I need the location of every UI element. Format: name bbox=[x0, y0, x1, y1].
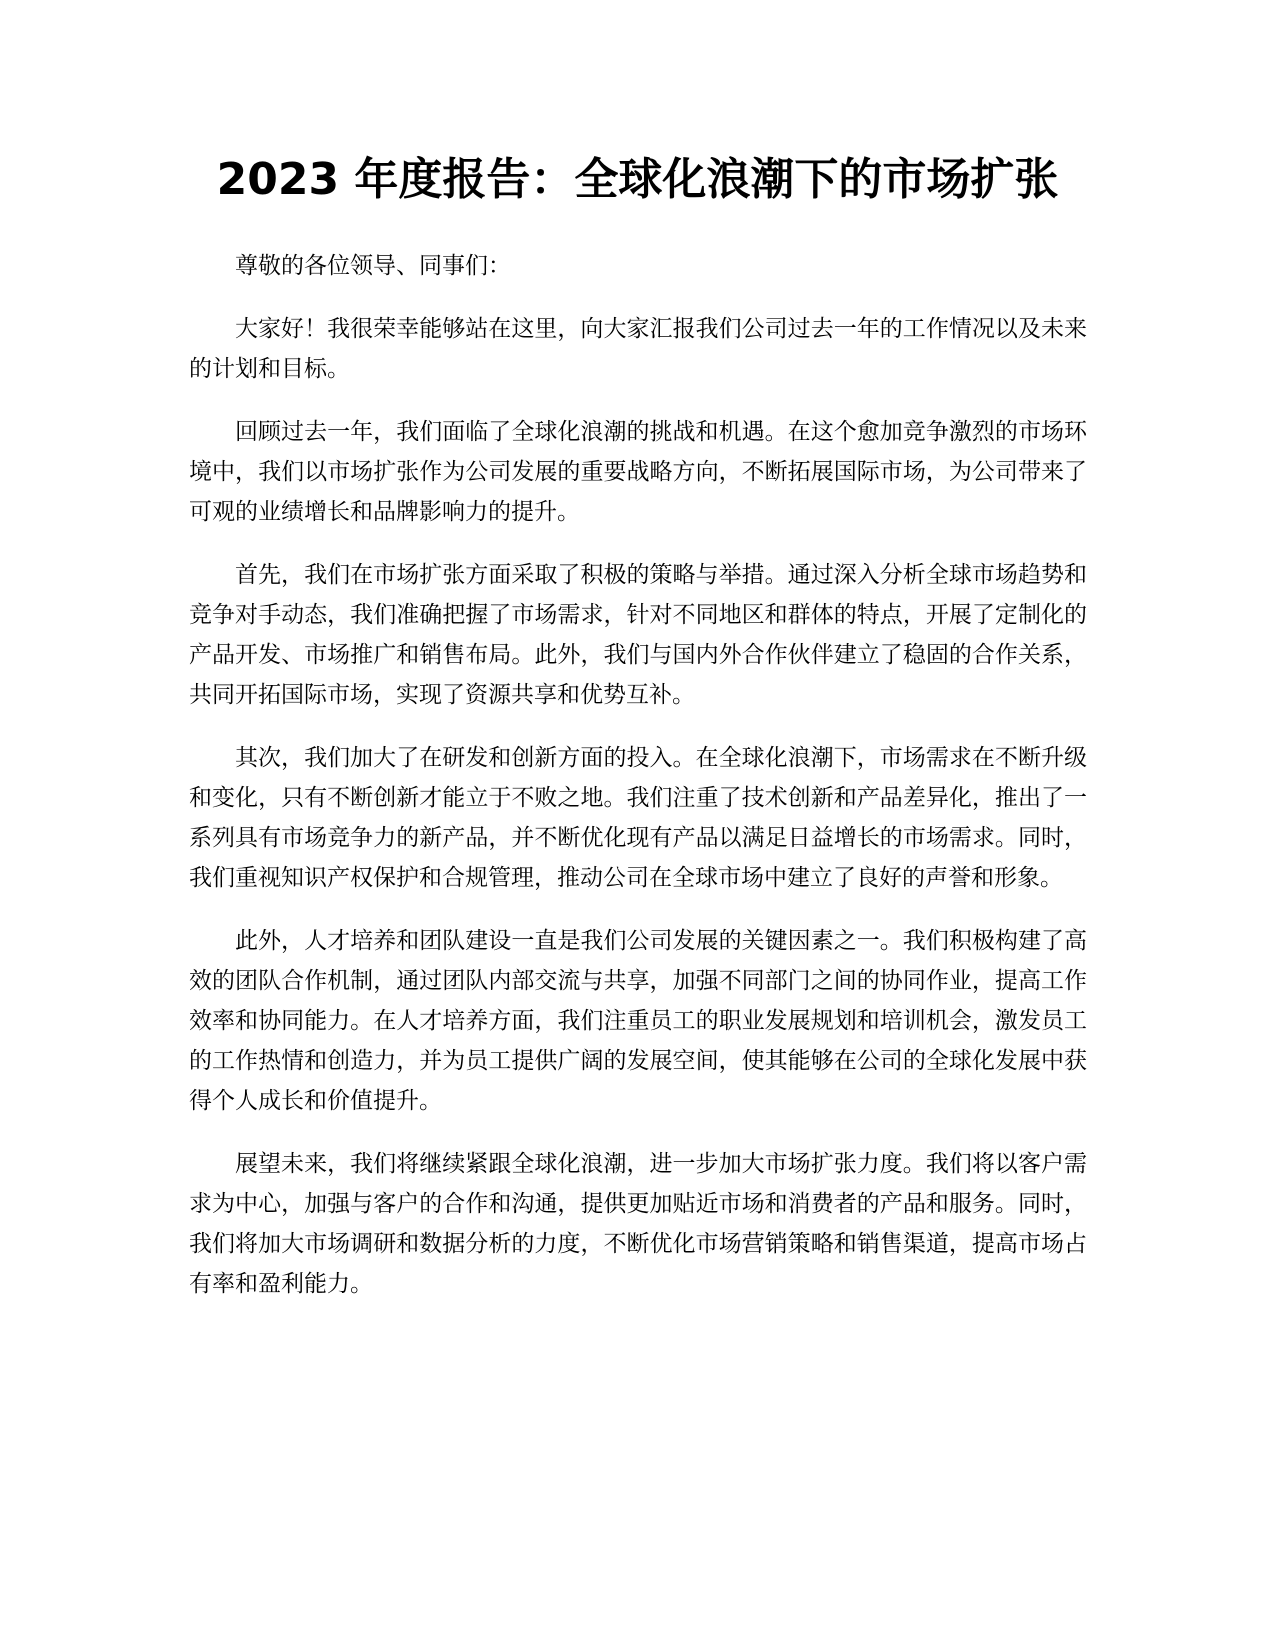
body-paragraph: 首先，我们在市场扩张方面采取了积极的策略与举措。通过深入分析全球市场趋势和竞争对手动态，我们准确把握了市场需求，针对不同地区和群体的特点，开展了定制化的产品开发、市场推广和销售布局。此外，我们与国内外合作伙伴建立了稳固的合作关系，共同开拓国际市场，实现了资源共享和优势互补。 bbox=[189, 562, 1087, 708]
body-paragraph: 其次，我们加大了在研发和创新方面的投入。在全球化浪潮下，市场需求在不断升级和变化，只有不断创新才能立于不败之地。我们注重了技术创新和产品差异化，推出了一系列具有市场竞争力的新产品，并不断优化现有产品以满足日益增长的市场需求。同时，我们重视知识产权保护和合规管理，推动公司在全球市场中建立了良好的声誉和形象。 bbox=[189, 745, 1087, 891]
body-paragraph: 回顾过去一年，我们面临了全球化浪潮的挑战和机遇。在这个愈加竞争激烈的市场环境中，我们以市场扩张作为公司发展的重要战略方向，不断拓展国际市场，为公司带来了可观的业绩增长和品牌影响力的提升。 bbox=[189, 419, 1087, 525]
body-paragraph: 展望未来，我们将继续紧跟全球化浪潮，进一步加大市场扩张力度。我们将以客户需求为中心，加强与客户的合作和沟通，提供更加贴近市场和消费者的产品和服务。同时，我们将加大市场调研和数据分析的力度，不断优化市场营销策略和销售渠道，提高市场占有率和盈利能力。 bbox=[189, 1151, 1087, 1297]
body-paragraph: 此外，人才培养和团队建设一直是我们公司发展的关键因素之一。我们积极构建了高效的团队合作机制，通过团队内部交流与共享，加强不同部门之间的协同作业，提高工作效率和协同能力。在人才培养方面，我们注重员工的职业发展规划和培训机会，激发员工的工作热情和创造力，并为员工提供广阔的发展空间，使其能够在公司的全球化发展中获得个人成长和价值提升。 bbox=[189, 928, 1087, 1114]
body-paragraph: 大家好！我很荣幸能够站在这里，向大家汇报我们公司过去一年的工作情况以及未来的计划和目标。 bbox=[189, 316, 1087, 382]
document-title: 2023 年度报告：全球化浪潮下的市场扩张 bbox=[216, 154, 1059, 205]
document-body bbox=[189, 246, 1087, 1327]
greeting-paragraph: 尊敬的各位领导、同事们： bbox=[235, 253, 511, 279]
